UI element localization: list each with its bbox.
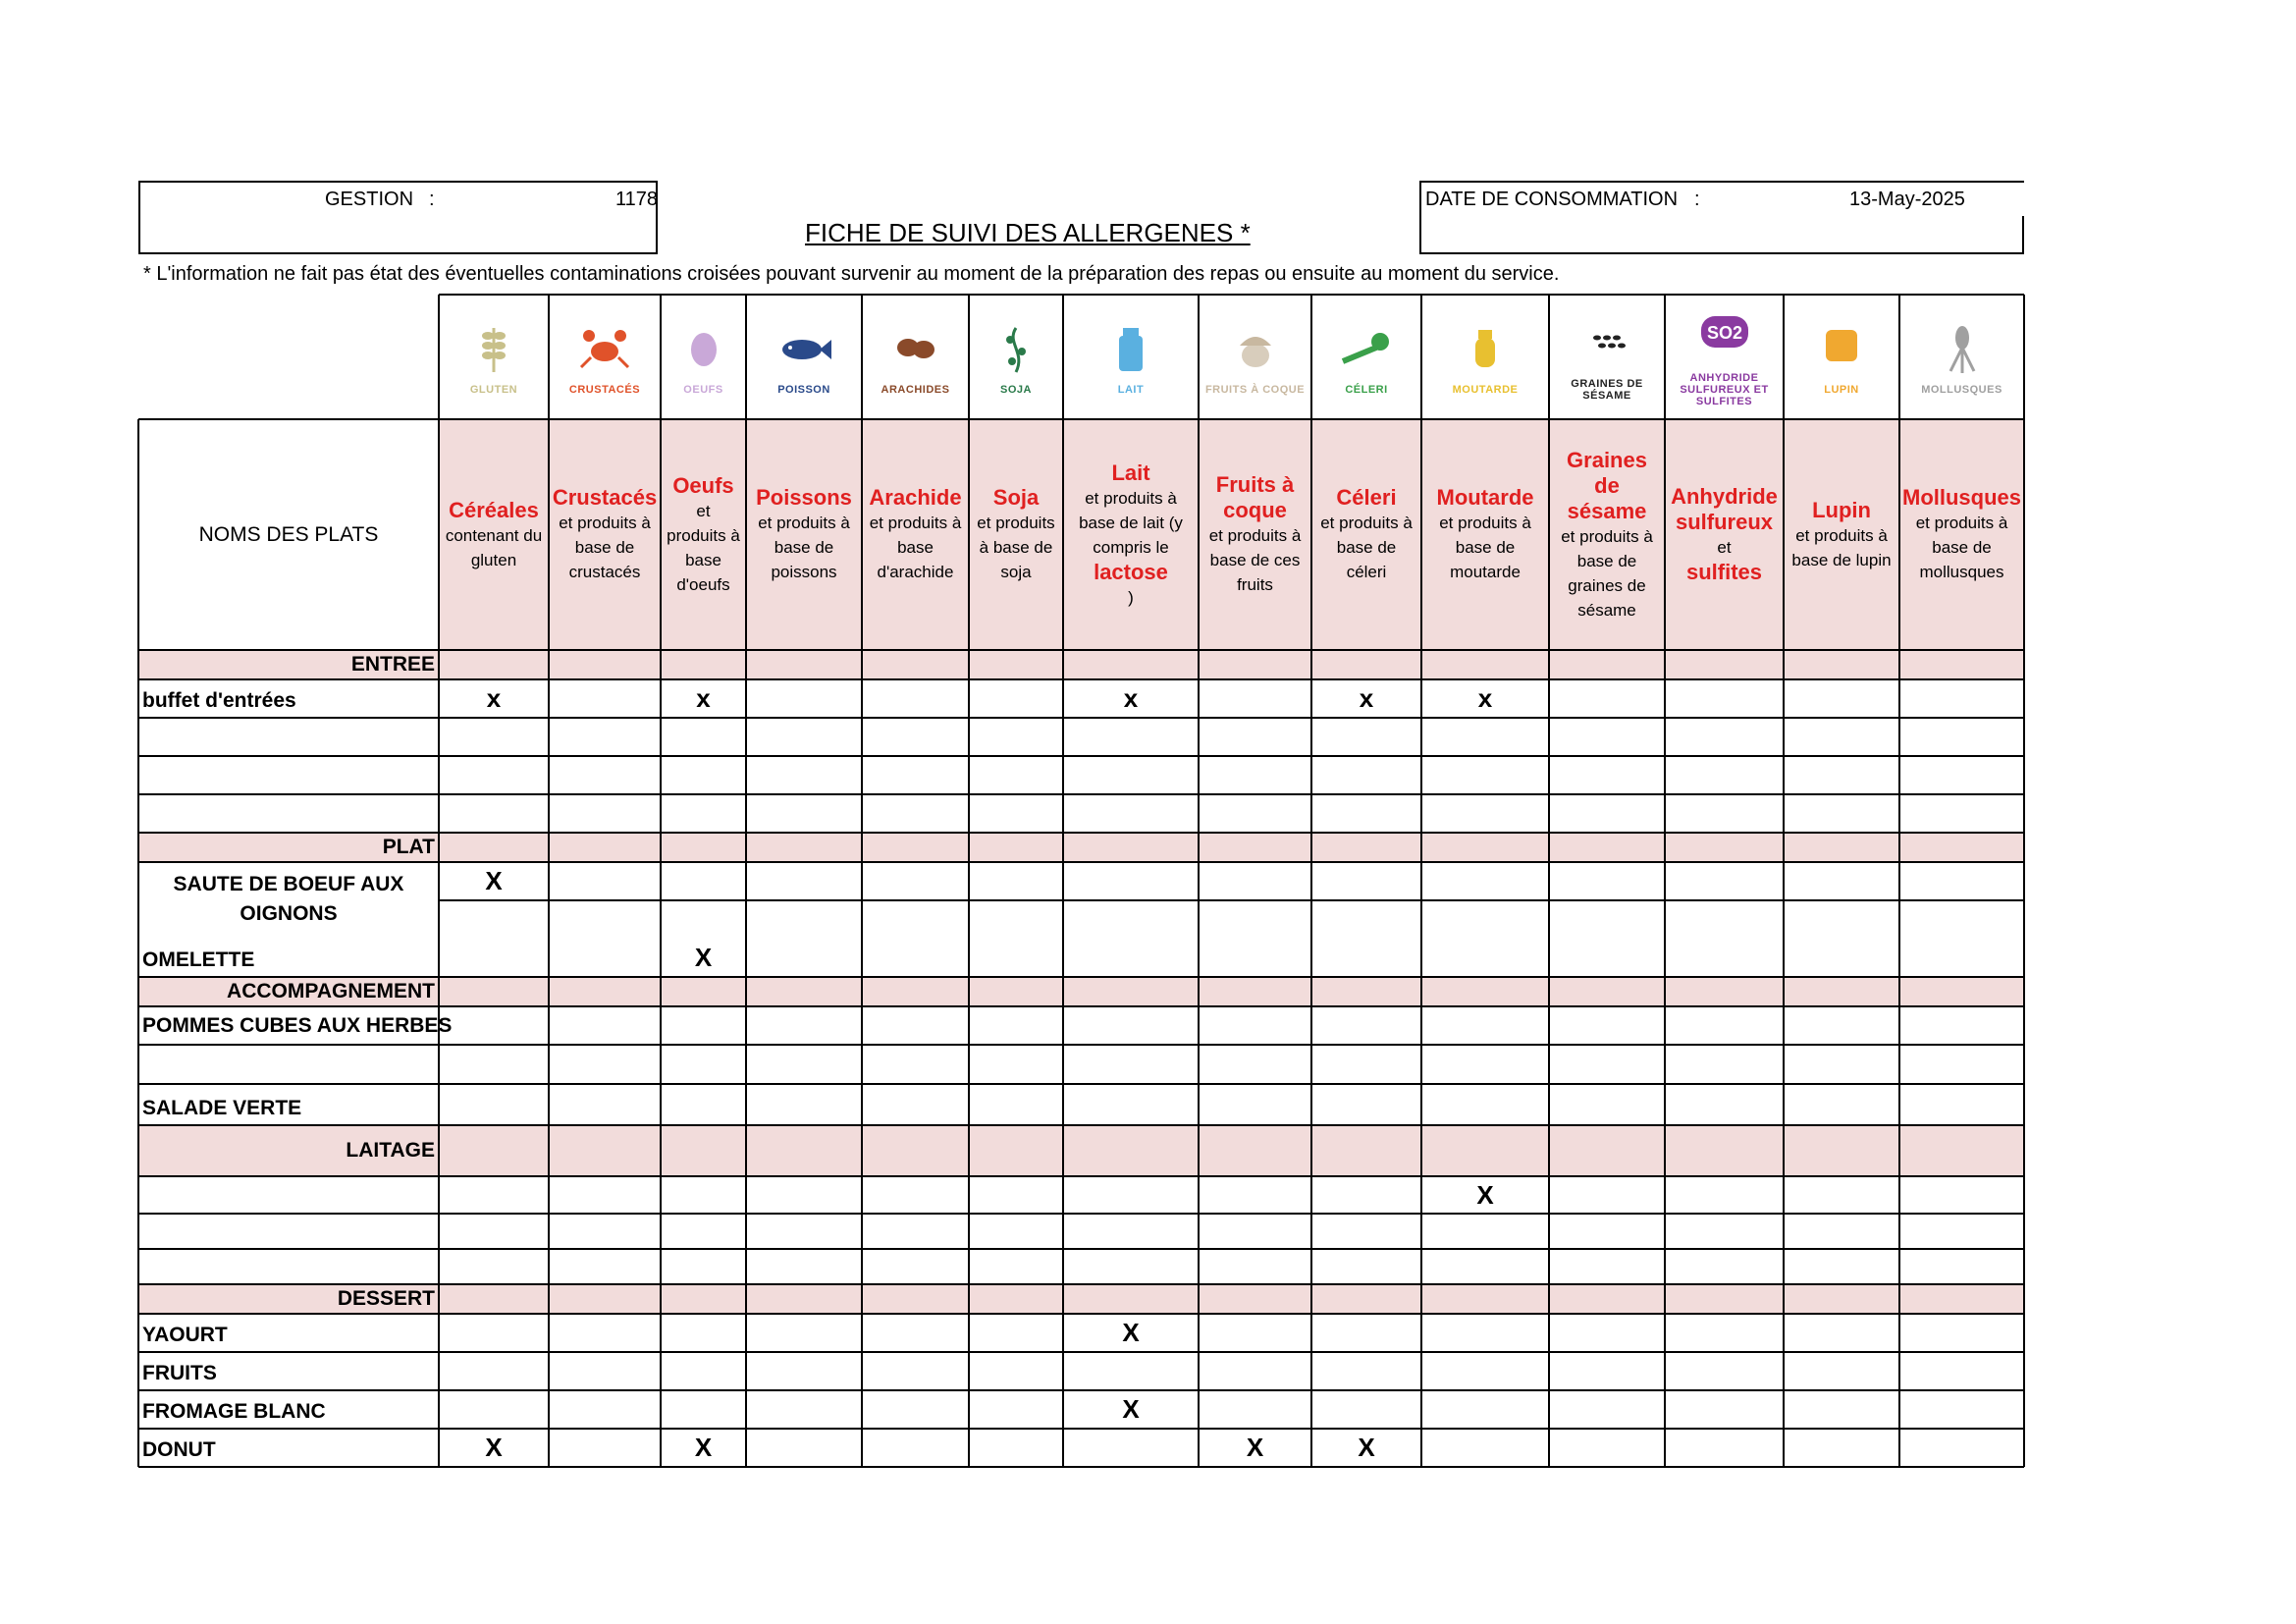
allergen-mark: x — [1359, 683, 1374, 713]
mustard-icon — [1456, 318, 1515, 382]
allergen-name: Céréales — [449, 497, 539, 522]
allergen-header-cell — [1311, 419, 1421, 650]
allergen-description: et produits à base de poissons — [758, 514, 850, 581]
allergen-mark: X — [485, 866, 503, 895]
date-value: 13-May-2025 — [1849, 189, 1965, 210]
allergen-icon-cell — [1784, 295, 1899, 419]
allergen-description: et produits à base de crustacés — [559, 514, 651, 581]
dish-name: FROMAGE BLANC — [142, 1400, 326, 1423]
allergen-header-cell — [1063, 419, 1199, 650]
allergen-icon-label: MOLLUSQUES — [1921, 384, 2002, 396]
dish-name: DONUT — [142, 1438, 216, 1461]
allergen-description: et produits à base de lupin — [1791, 525, 1892, 569]
allergen-icon-label: LUPIN — [1824, 384, 1859, 396]
allergen-header-cell — [1549, 419, 1665, 650]
allergen-name: Mollusques — [1902, 485, 2022, 510]
allergen-name: Crustacés — [552, 485, 658, 510]
allergen-header-cell — [1899, 419, 2024, 650]
fish-icon — [774, 318, 833, 382]
allergen-icon-cell — [1421, 295, 1549, 419]
allergen-mark: x — [1123, 683, 1139, 713]
allergen-description: et produits à base d'oeufs — [667, 501, 740, 594]
page-title: FICHE DE SUIVI DES ALLERGENES * — [805, 218, 1251, 247]
dish-name: SALADE VERTE — [142, 1097, 302, 1119]
allergen-description: et — [1717, 538, 1732, 557]
allergen-icon-cell — [1311, 295, 1421, 419]
gestion-value: 1178 — [615, 189, 659, 210]
allergen-description: et produits à base de céleri — [1320, 514, 1413, 581]
allergen-mark: X — [1476, 1180, 1494, 1210]
allergen-icon-cell — [1199, 295, 1311, 419]
allergen-icon-cell — [661, 295, 746, 419]
allergen-icon-label: GLUTEN — [469, 384, 518, 396]
dish-column-header: NOMS DES PLATS — [198, 522, 379, 546]
allergen-name: Anhydride sulfureux — [1671, 484, 1778, 534]
peanut-icon — [886, 318, 945, 382]
dish-name: POMMES CUBES AUX HERBES — [142, 1014, 453, 1037]
section-label: ENTREE — [350, 653, 435, 676]
celery-icon — [1337, 318, 1396, 382]
allergen-name: Moutarde — [1436, 485, 1534, 510]
allergen-icon-cell — [969, 295, 1063, 419]
allergen-name: Céleri — [1336, 485, 1397, 510]
dish-name: YAOURT — [142, 1324, 228, 1346]
allergen-name: Fruits à coque — [1215, 472, 1295, 522]
allergen-header-cell — [1784, 419, 1899, 650]
allergen-mark: x — [486, 683, 502, 713]
allergen-mark: X — [1122, 1318, 1140, 1347]
allergen-icon-cell — [1899, 295, 2024, 419]
section-label: DESSERT — [337, 1287, 435, 1310]
allergen-mark: x — [696, 683, 711, 713]
allergen-icon-cell — [1549, 295, 1665, 419]
allergen-name: Lupin — [1812, 497, 1871, 522]
dish-name: OMELETTE — [142, 948, 255, 971]
allergen-icon-label: ANHYDRIDE SULFUREUX ET SULFITES — [1680, 372, 1769, 407]
svg-text:SO2: SO2 — [1706, 323, 1742, 343]
section-label: PLAT — [382, 836, 435, 858]
allergen-description: et produits à base de graines de sésame — [1561, 526, 1653, 620]
sesame-icon — [1577, 312, 1636, 376]
date-label: DATE DE CONSOMMATION — [1425, 189, 1679, 210]
allergen-mark: X — [1358, 1433, 1375, 1462]
allergen-name: Graines de sésame — [1567, 447, 1647, 523]
allergen-icon-label: POISSON — [777, 384, 830, 396]
allergen-icon-label: FRUITS À COQUE — [1204, 384, 1306, 396]
allergen-header-cell — [1665, 419, 1784, 650]
allergen-icon-label: LAIT — [1117, 384, 1145, 396]
section-label: LAITAGE — [346, 1139, 435, 1162]
allergen-extra: sulfites — [1685, 560, 1763, 584]
date-separator: : — [1694, 189, 1700, 210]
allergen-name: Soja — [992, 485, 1040, 510]
allergen-icon-label: CRUSTACÉS — [568, 384, 641, 396]
allergen-name: Arachide — [869, 485, 962, 510]
allergen-icon-cell — [746, 295, 862, 419]
allergen-icon-label: OEUFS — [683, 384, 723, 396]
allergen-description: et produits à base de lait (y compris le — [1079, 488, 1183, 557]
allergen-header-cell — [862, 419, 969, 650]
dish-name: FRUITS — [142, 1362, 217, 1384]
milk-icon — [1101, 318, 1160, 382]
allergen-name: Lait — [1111, 460, 1150, 485]
allergen-header-cell — [439, 419, 549, 650]
disclaimer-note: * L'information ne fait pas état des éventuelles contaminations croisées pouvant survenir au moment de la préparation des repas ou ensuite au moment du service. — [143, 263, 1560, 285]
allergen-icon-cell — [1063, 295, 1199, 419]
allergen-description: et produits à base de ces fruits — [1208, 526, 1302, 594]
allergen-header-cell — [549, 419, 661, 650]
allergen-mark: X — [1246, 1433, 1264, 1462]
dish-name: buffet d'entrées — [142, 689, 296, 712]
section-label: ACCOMPAGNEMENT — [227, 980, 435, 1002]
allergen-header-cell — [969, 419, 1063, 650]
allergen-description: et produits à base de mollusques — [1915, 514, 2008, 581]
allergen-icon-label: ARACHIDES — [881, 384, 950, 396]
allergen-description: et produits à base d'arachide — [869, 514, 962, 581]
allergen-name: Poissons — [756, 485, 852, 510]
allergen-icon-label: GRAINES DE SÉSAME — [1571, 378, 1643, 402]
allergen-icon-cell — [439, 295, 549, 419]
lupin-icon — [1812, 318, 1871, 382]
allergen-icon-cell — [862, 295, 969, 419]
allergen-mark: x — [1477, 683, 1493, 713]
allergen-mark: X — [1122, 1394, 1140, 1424]
gluten-icon — [464, 318, 523, 382]
allergen-icon-cell — [549, 295, 661, 419]
allergen-name: Oeufs — [672, 472, 734, 498]
allergen-icon-label: CÉLERI — [1345, 384, 1388, 396]
egg-icon — [674, 318, 733, 382]
gestion-label: GESTION — [325, 189, 414, 210]
soy-icon — [987, 318, 1045, 382]
allergen-header-cell — [746, 419, 862, 650]
allergen-mark: X — [694, 1433, 713, 1462]
gestion-separator: : — [429, 189, 435, 210]
allergen-icon-cell — [1665, 295, 1784, 419]
allergen-description: et produits à base de soja — [977, 514, 1055, 581]
nut-icon — [1226, 318, 1285, 382]
allergen-icon-label: MOUTARDE — [1452, 384, 1519, 396]
allergen-header-cell — [661, 419, 746, 650]
allergen-mark: X — [694, 943, 713, 972]
dish-name: SAUTE DE BOEUF AUX OIGNONS — [173, 873, 404, 925]
allergen-extra-tail: ) — [1128, 587, 1134, 607]
allergen-description: et produits à base de moutarde — [1439, 514, 1531, 581]
mollusc-icon — [1933, 318, 1992, 382]
allergen-extra: lactose — [1094, 559, 1168, 584]
allergen-icon-label: SOJA — [1000, 384, 1032, 396]
allergen-header-cell — [1199, 419, 1311, 650]
sulphite-icon — [1695, 306, 1754, 370]
allergen-description: contenant du gluten — [445, 525, 543, 569]
allergen-header-cell — [1421, 419, 1549, 650]
allergen-mark: X — [485, 1433, 503, 1462]
crab-icon — [575, 318, 634, 382]
